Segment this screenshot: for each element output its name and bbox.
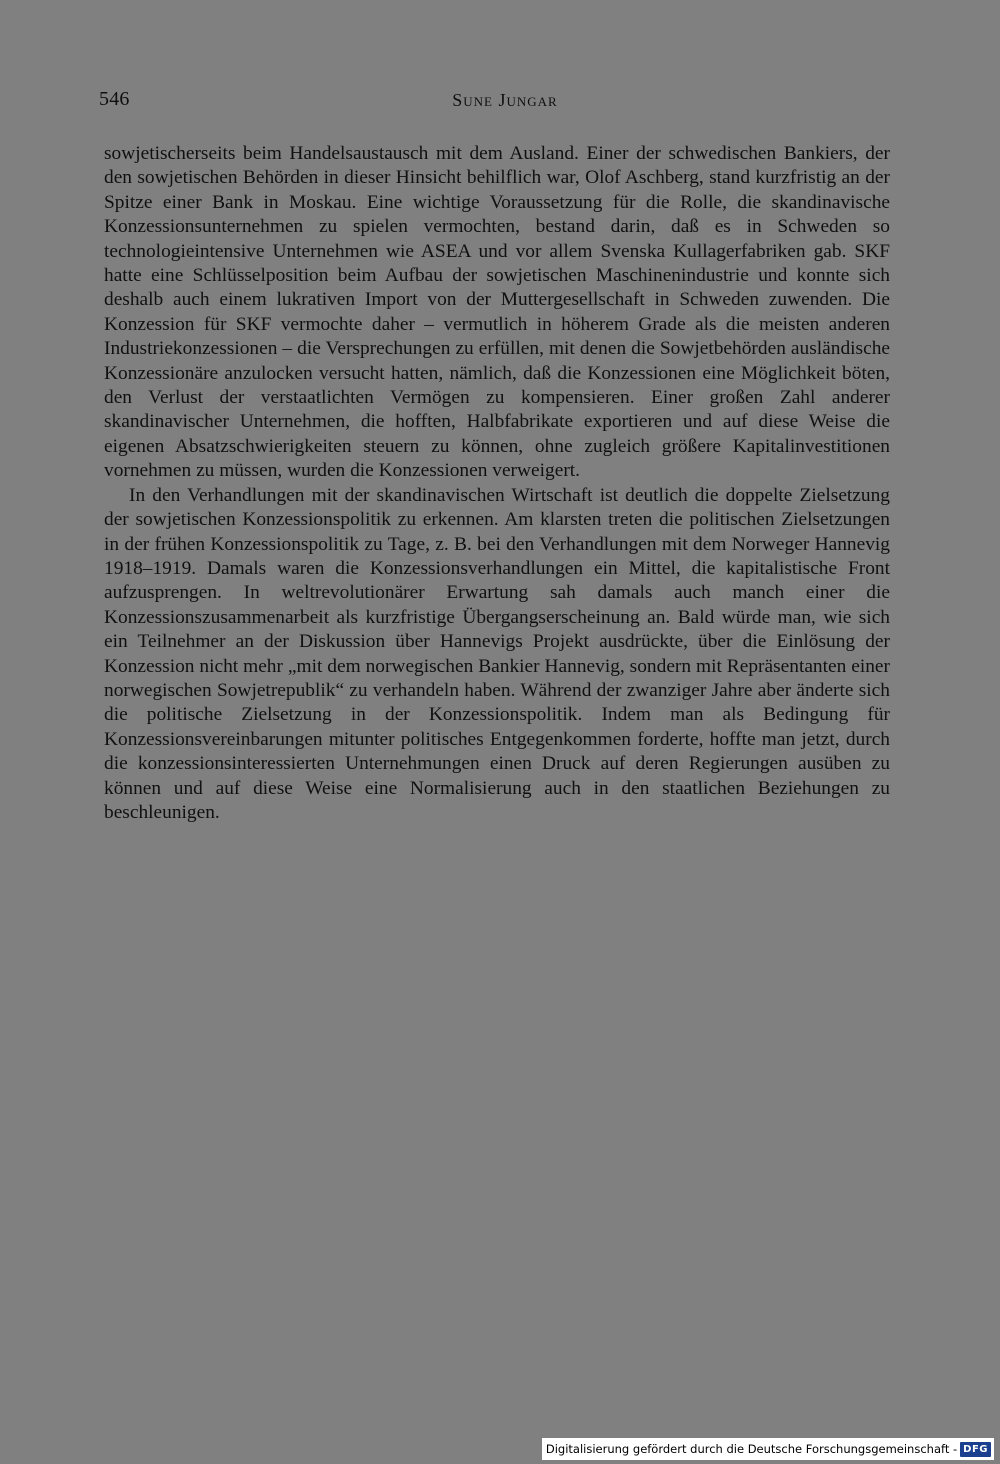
- body-text: [104, 142, 890, 825]
- page-number: 546: [99, 88, 130, 110]
- paragraph-1: sowjetischerseits beim Handelsaustausch mit dem Ausland. Einer der schwedischen Bankiers, der den sowjetischen Behörden in dieser Hinsicht behilflich war, Olof Aschberg, stand kurzfristig an der Spitze einer Bank in Moskau. Eine wichtige Voraussetzung für die Rolle, die skandinavische Konzessionsunternehmen zu spielen vermochten, bestand darin, daß es in Schweden so technologieintensive Unternehmen wie ASEA und vor allem Svenska Kullagerfabriken gab. SKF hatte eine Schlüsselposition beim Aufbau der sowjetischen Maschinenindustrie und konnte sich deshalb auch einem lukrativen Import von der Muttergesellschaft in Schweden zuwenden. Die Konzession für SKF vermochte daher – vermutlich in höherem Grade als die meisten anderen Industriekonzessionen – die Versprechungen zu erfüllen, mit denen die Sowjetbehörden ausländische Konzessionäre anzulocken versucht hatten, nämlich, daß die Konzessionen eine Möglichkeit böten, den Verlust der verstaatlichten Vermögen zu kompensieren. Einer großen Zahl anderer skandinavischer Unternehmen, die hofften, Halbfabrikate exportieren und auf diese Weise die eigenen Absatzschwierigkeiten steuern zu können, ohne zugleich größere Kapitalinvestitionen vornehmen zu müssen, wurden die Konzessionen verweigert.: [104, 143, 890, 482]
- paragraph-2: In den Verhandlungen mit der skandinavischen Wirtschaft ist deutlich die doppelte Zielsetzung der sowjetischen Konzessionspolitik zu erkennen. Am klarsten treten die politischen Zielsetzungen in der frühen Konzessionspolitik zu Tage, z. B. bei den Verhandlungen mit dem Norweger Hannevig 1918–1919. Damals waren die Konzessionsverhandlungen ein Mittel, die kapitalistische Front aufzusprengen. In weltrevolutionärer Erwartung sah damals auch manch einer die Konzessionszusammenarbeit als kurzfristige Übergangserscheinung an. Bald würde man, wie sich ein Teilnehmer an der Diskussion über Hannevigs Projekt ausdrückte, über die Einlösung der Konzession nicht mehr „mit dem norwegischen Bankier Hannevig, sondern mit Repräsentanten einer norwegischen Sowjetrepublik“ zu verhandeln haben. Während der zwanziger Jahre aber änderte sich die politische Zielsetzung in der Konzessionspolitik. Indem man als Bedingung für Konzessionsvereinbarungen mitunter politisches Entgegenkommen forderte, hoffte man jetzt, durch die konzessionsinteressierten Unternehmungen einen Druck auf deren Regierungen ausüben zu können und auf diese Weise eine Normalisierung auch in den staatlichen Beziehungen zu beschleunigen.: [104, 484, 890, 823]
- running-head: Sune Jungar: [452, 90, 558, 110]
- digitization-credit: [542, 1438, 994, 1460]
- dfg-logo: DFG: [960, 1442, 991, 1457]
- credit-text: Digitalisierung gefördert durch die Deutsche Forschungsgemeinschaft -: [545, 1442, 958, 1456]
